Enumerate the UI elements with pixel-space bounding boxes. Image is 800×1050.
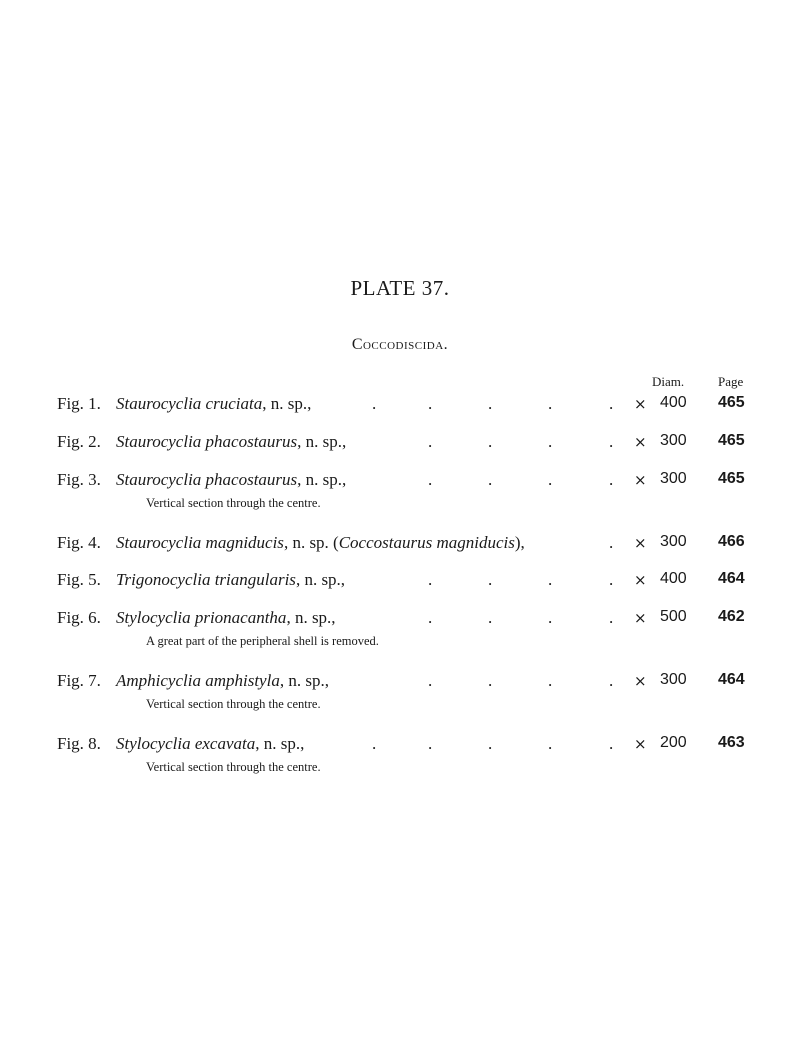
species-name: Staurocyclia phacostaurus bbox=[116, 470, 298, 489]
magnification-value: 300 bbox=[660, 533, 687, 550]
species-suffix: , n. sp., bbox=[286, 608, 336, 627]
figure-number: Fig. 8. bbox=[57, 734, 101, 753]
leader-dot: . bbox=[609, 394, 614, 413]
leader-dot: . bbox=[428, 432, 433, 451]
page-number: 465 bbox=[718, 394, 745, 411]
figure-entry bbox=[0, 608, 800, 668]
leader-dot: . bbox=[488, 470, 493, 489]
figure-number: Fig. 4. bbox=[57, 533, 101, 552]
leader-dot: . bbox=[609, 432, 614, 451]
figure-line bbox=[0, 734, 800, 758]
leader-dot: . bbox=[548, 608, 553, 627]
species-suffix: , n. sp., bbox=[279, 671, 329, 690]
leader-dot: . bbox=[428, 671, 433, 690]
figure-number: Fig. 3. bbox=[57, 470, 101, 489]
figure-caption bbox=[116, 671, 329, 691]
figure-caption bbox=[116, 608, 336, 628]
leader-dot: . bbox=[488, 734, 493, 753]
page-number: 464 bbox=[718, 570, 745, 587]
figure-caption bbox=[116, 432, 346, 452]
figure-line bbox=[0, 432, 800, 456]
leader-dot: . bbox=[548, 394, 553, 413]
magnification-sign: × bbox=[634, 534, 647, 552]
page-number: 466 bbox=[718, 533, 745, 550]
figure-line bbox=[0, 394, 800, 418]
species-name: Amphicyclia amphistyla bbox=[116, 671, 280, 690]
leader-dot: . bbox=[609, 734, 614, 753]
species-suffix: , n. sp., bbox=[295, 570, 346, 589]
leader-dot: . bbox=[548, 570, 553, 589]
species-name: Trigonocyclia triangularis bbox=[116, 570, 296, 589]
figure-entry bbox=[0, 734, 800, 794]
figure-entry bbox=[0, 470, 800, 530]
species-name: Stylocyclia prionacantha bbox=[116, 608, 287, 627]
figure-caption bbox=[116, 533, 525, 553]
species-name: Staurocyclia magniducis bbox=[116, 533, 284, 552]
figure-line bbox=[0, 470, 800, 494]
leader-dot: . bbox=[428, 608, 433, 627]
species-name: Staurocyclia phacostaurus bbox=[116, 432, 298, 451]
figure-caption bbox=[116, 570, 345, 590]
leader-dot: . bbox=[548, 734, 553, 753]
leader-dot: . bbox=[488, 570, 493, 589]
leader-dot: . bbox=[372, 734, 377, 753]
magnification-sign: × bbox=[634, 672, 647, 690]
magnification-sign: × bbox=[634, 433, 647, 451]
species-suffix: , n. sp., bbox=[255, 734, 305, 753]
magnification-value: 300 bbox=[660, 671, 687, 688]
leader-dot: . bbox=[609, 570, 614, 589]
figure-note: A great part of the peripheral shell is removed. bbox=[146, 634, 379, 648]
magnification-value: 300 bbox=[660, 432, 687, 449]
leader-dot: . bbox=[609, 533, 614, 552]
magnification-sign: × bbox=[634, 471, 647, 489]
figure-line bbox=[0, 671, 800, 695]
page-number: 465 bbox=[718, 432, 745, 449]
magnification-value: 300 bbox=[660, 470, 687, 487]
figure-note: Vertical section through the centre. bbox=[146, 697, 321, 711]
species-name: Stylocyclia excavata bbox=[116, 734, 256, 753]
figure-number: Fig. 2. bbox=[57, 432, 101, 451]
figure-caption bbox=[116, 470, 346, 490]
species-name: Staurocyclia cruciata bbox=[116, 394, 263, 413]
figure-note: Vertical section through the centre. bbox=[146, 496, 321, 510]
leader-dot: . bbox=[488, 608, 493, 627]
figure-number: Fig. 5. bbox=[57, 570, 101, 589]
diam-column-header: Diam. bbox=[652, 374, 685, 389]
species-suffix: , n. sp., bbox=[297, 432, 347, 451]
magnification-sign: × bbox=[634, 571, 647, 589]
figure-caption bbox=[116, 394, 311, 414]
magnification-sign: × bbox=[634, 735, 647, 753]
leader-dot: . bbox=[428, 734, 433, 753]
figure-caption bbox=[116, 734, 304, 754]
leader-dot: . bbox=[428, 570, 433, 589]
figure-note: Vertical section through the centre. bbox=[146, 760, 321, 774]
leader-dot: . bbox=[488, 394, 493, 413]
magnification-value: 400 bbox=[660, 570, 687, 587]
page-number: 462 bbox=[718, 608, 745, 625]
leader-dot: . bbox=[488, 432, 493, 451]
synonym-suffix: ), bbox=[514, 533, 525, 552]
page-number: 463 bbox=[718, 734, 745, 751]
species-suffix: , n. sp., bbox=[297, 470, 347, 489]
leader-dot: . bbox=[372, 394, 377, 413]
leader-dot: . bbox=[548, 470, 553, 489]
family-heading: Coccodiscida. bbox=[351, 336, 449, 353]
figure-entry bbox=[0, 671, 800, 731]
magnification-sign: × bbox=[634, 609, 647, 627]
leader-dot: . bbox=[428, 394, 433, 413]
page-column-header: Page bbox=[718, 374, 744, 389]
leader-dot: . bbox=[548, 432, 553, 451]
figure-line bbox=[0, 570, 800, 594]
leader-dot: . bbox=[609, 470, 614, 489]
figure-number: Fig. 6. bbox=[57, 608, 101, 627]
leader-dot: . bbox=[428, 470, 433, 489]
page-number: 465 bbox=[718, 470, 745, 487]
leader-dot: . bbox=[609, 608, 614, 627]
figure-number: Fig. 7. bbox=[57, 671, 101, 690]
magnification-value: 200 bbox=[660, 734, 687, 751]
magnification-value: 500 bbox=[660, 608, 687, 625]
magnification-sign: × bbox=[634, 395, 647, 413]
figure-number: Fig. 1. bbox=[57, 394, 101, 413]
leader-dot: . bbox=[488, 671, 493, 690]
leader-dot: . bbox=[609, 671, 614, 690]
synonym-name: Coccostaurus magniducis bbox=[338, 533, 515, 552]
figure-line bbox=[0, 608, 800, 632]
magnification-value: 400 bbox=[660, 394, 687, 411]
leader-dot: . bbox=[548, 671, 553, 690]
species-suffix: , n. sp. ( bbox=[283, 533, 339, 552]
species-suffix: , n. sp., bbox=[262, 394, 312, 413]
figure-line bbox=[0, 533, 800, 557]
page-number: 464 bbox=[718, 671, 745, 688]
plate-title: PLATE 37. bbox=[350, 276, 450, 300]
